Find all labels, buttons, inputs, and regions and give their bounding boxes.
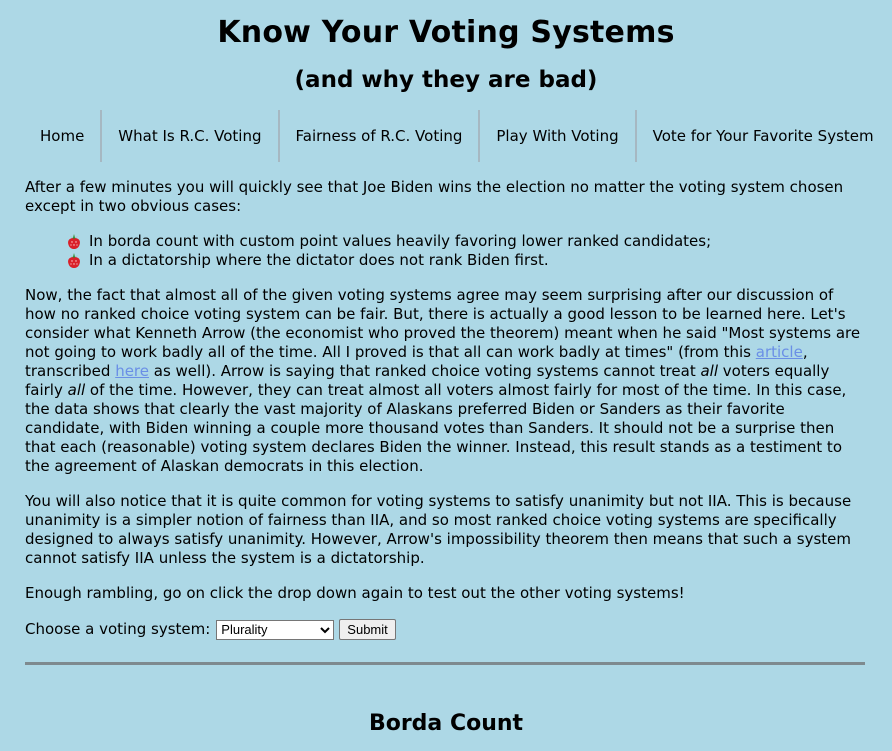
strawberry-icon	[65, 252, 83, 270]
emphasis-text: all	[67, 381, 86, 399]
section-heading: Borda Count	[368, 711, 524, 736]
strawberry-icon	[65, 233, 83, 251]
paragraph-text: as well). Arrow is saying that ranked choice voting systems cannot treat	[149, 362, 701, 380]
nav-home[interactable]: Home	[40, 127, 85, 145]
paragraph-text: , transcribed	[25, 343, 808, 380]
unanimity-paragraph: You will also notice that it is quite common for voting systems to satisfy unanimity but not IIA. This is because unanimity is a simpler notion of fairness than IIA, and so most ranked choice voting systems are specifically designed to always satisfy unanimity. However, Arrow's impossibility theorem then means that such a system cannot satisfy IIA unless the system is a dictatorship.	[25, 492, 852, 567]
paragraph-text: of the time. However, they can treat almost all voters almost fairly for most of the time. In this case, the data shows that clearly the vast majority of Alaskans preferred Biden or Sanders as their favorite candidate, with Biden winning a couple more thousand votes than Sanders. It should not be a surprise then that each (reasonable) voting system declares Biden the winner. Instead, this result stands as a testiment to the agreement of Alaskan democrats in this election.	[25, 381, 847, 475]
page-subtitle: (and why they are bad)	[294, 67, 598, 93]
main-content	[25, 178, 865, 640]
transcript-link[interactable]: here	[115, 362, 149, 380]
list-item-text: In a dictatorship where the dictator does not rank Biden first.	[89, 251, 549, 269]
voting-system-form	[25, 619, 865, 640]
nav-vote-favorite[interactable]: Vote for Your Favorite System	[635, 110, 890, 162]
exception-list	[25, 232, 865, 270]
nav-play-with-voting[interactable]: Play With Voting	[478, 110, 634, 162]
article-link[interactable]: article	[755, 343, 803, 361]
list-item-text: In borda count with custom point values heavily favoring lower ranked candidates;	[89, 232, 712, 250]
paragraph-text: Now, the fact that almost all of the given voting systems agree may seem surprising after our discussion of how no ranked choice voting system can be fair. But, there is actually a good lesson to be learned here. Let's consider what Kenneth Arrow (the economist who proved the theorem) meant when he said "Most systems are not going to work badly all of the time. All I proved is that all can work badly at times" (from this	[25, 286, 861, 361]
rambling-paragraph: Enough rambling, go on click the drop down again to test out the other voting systems!	[25, 584, 685, 602]
main-nav	[24, 110, 890, 162]
voting-system-label: Choose a voting system:	[25, 620, 211, 638]
submit-button[interactable]: Submit	[339, 619, 395, 640]
page-title: Know Your Voting Systems	[217, 15, 675, 50]
intro-paragraph: After a few minutes you will quickly see that Joe Biden wins the election no matter the voting system chosen except in two obvious cases:	[25, 178, 844, 215]
list-item	[65, 251, 865, 270]
section-divider	[25, 662, 865, 665]
voting-system-select[interactable]	[216, 620, 334, 640]
nav-fairness[interactable]: Fairness of R.C. Voting	[278, 110, 479, 162]
nav-what-is-rc-voting[interactable]: What Is R.C. Voting	[100, 110, 277, 162]
arrow-paragraph	[25, 286, 865, 476]
paragraph-text: voters equally fairly	[25, 362, 830, 399]
list-item	[65, 232, 865, 251]
emphasis-text: all	[700, 362, 718, 380]
